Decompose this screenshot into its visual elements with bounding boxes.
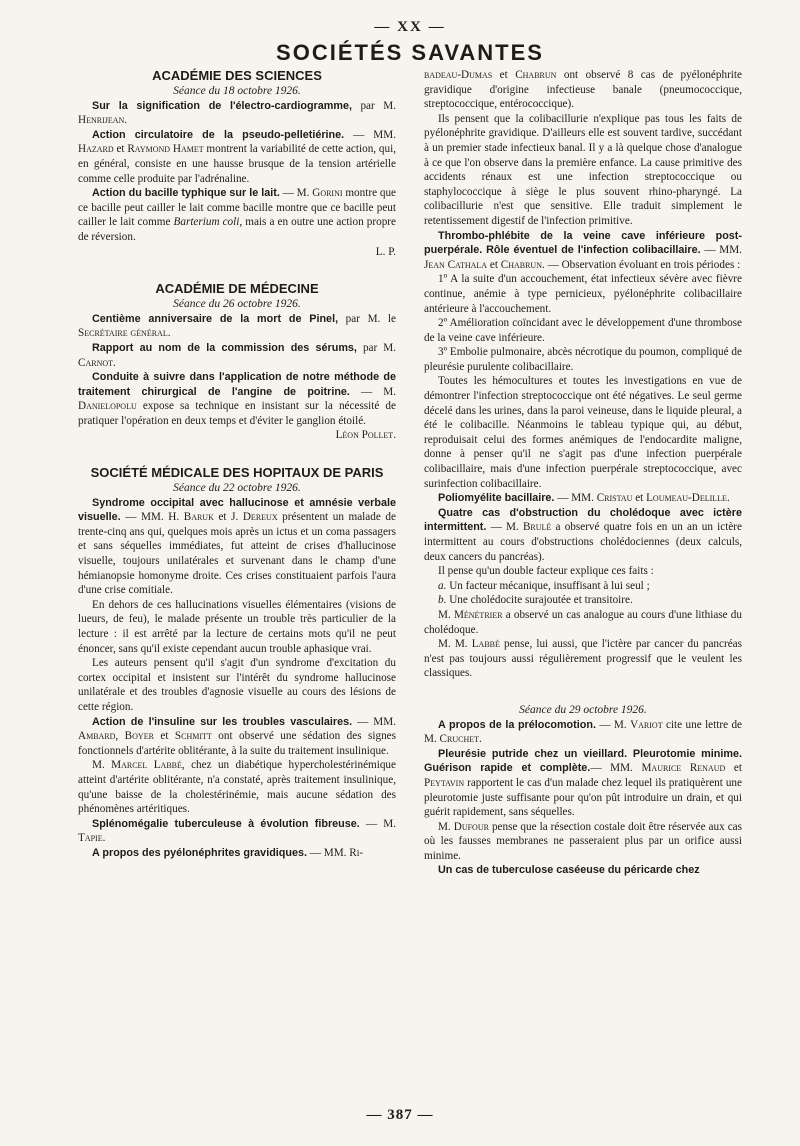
paragraph: Les auteurs pensent qu'il s'agit d'un syndrome d'excitation du cortex occipital et insistent sur l'intérêt du syndrome hallucinose unilatérale et des troubles d'agnosie visuelle au cours des lésions de cette région. [78, 657, 396, 713]
paragraph [424, 506, 742, 564]
item-heading: Centième anniversaire de la mort de Pinel, [92, 312, 339, 325]
text: Une cholédocite surajoutée et transitoire. [446, 594, 633, 607]
text: — MM. [590, 762, 642, 775]
item-heading: A propos de la prélocomotion. [438, 718, 596, 731]
left-column [78, 68, 396, 878]
right-column [424, 68, 742, 878]
text: rapportent le cas d'un malade chez lequel ils pratiquèrent une pleurotomie juste suffisante pour qu'on pût introduire un drain, et qui guérit rapidement, sans séquelles. [424, 776, 742, 819]
text: et [153, 730, 175, 743]
item-heading: Un cas de tuberculose caséeuse du péricarde chez [438, 864, 700, 877]
author-name: badeau-Dumas [424, 69, 493, 81]
paragraph [424, 68, 742, 112]
author-name: Cruchet. [439, 733, 482, 746]
signature: Léon Pollet. [335, 429, 396, 442]
paragraph: 2º Amélioration coïncidant avec le développement d'une thrombose de la veine cave inférieure. [424, 317, 742, 344]
text: — MM. [554, 492, 597, 505]
text: et [213, 511, 232, 524]
paragraph [424, 820, 742, 864]
text: par M. [356, 341, 396, 354]
author-name: Loumeau-Delille. [646, 492, 730, 505]
italic-term: Barterium coli [173, 216, 240, 229]
text: — MM. [306, 846, 350, 859]
text: Un facteur mécanique, insuffisant à lui seul ; [446, 579, 650, 592]
author-name: Tapie. [78, 832, 106, 845]
seance-date: Séance du 18 octobre 1926. [173, 85, 301, 97]
paragraph: 3º Embolie pulmonaire, abcès nécrotique du poumon, compliqué de pleurésie purulente colibacillaire. [424, 346, 742, 373]
text: — M. [359, 817, 396, 830]
paragraph [78, 496, 396, 598]
paragraph [78, 758, 396, 816]
columns [78, 68, 742, 878]
author-name: Chabrun [515, 69, 557, 81]
item-heading: Conduite à suivre dans l'application de notre méthode de traitement chirurgical de l'angine de poitrine. [78, 371, 396, 398]
text: — MM. [352, 715, 397, 728]
author-name: Jean Cathala [424, 258, 488, 271]
author-name: Gorini [312, 187, 343, 200]
text: et [725, 762, 743, 775]
page-title: SOCIÉTÉS SAVANTES [276, 40, 544, 65]
author-name: Maurice Renaud [641, 762, 726, 775]
text: et [632, 492, 647, 505]
paragraph [78, 312, 396, 341]
section-title-societe-medicale: SOCIÉTÉ MÉDICALE DES HOPITAUX DE PARIS [90, 465, 384, 481]
item-heading: Quatre cas d'obstruction du cholédoque avec ictère intermittent. [424, 506, 742, 534]
paragraph [424, 229, 742, 273]
item-heading: Splénomégalie tuberculeuse à évolution fibreuse. [92, 817, 360, 830]
list-marker: a. [438, 579, 447, 592]
paragraph [424, 608, 742, 637]
text: , chez un diabétique hypercholestérinémique atteint d'artérite oblitérante, n'a constaté, après traitement insulinique, qu'une baisse de la cholestérinémie, mais aucune sédation des phénomènes artéritiques. [78, 759, 396, 816]
text: et [492, 69, 516, 81]
text: pense, lui aussi, que l'ictère par cancer du pancréas n'est pas toujours aussi régulièrement progressif que le veulent les classiques. [424, 638, 742, 680]
text: ont observé 8 cas de pyélonéphrite gravidique d'origine infectieuse banale (pneumococcique, streptococcique, entérococcique). [424, 69, 742, 111]
item-heading: Poliomyélite bacillaire. [438, 492, 555, 505]
paragraph [424, 863, 742, 878]
seance-date: Séance du 26 octobre 1926. [173, 298, 301, 311]
item-heading: Action de l'insuline sur les troubles vasculaires. [92, 715, 353, 728]
paragraph [78, 370, 396, 428]
paragraph [424, 747, 742, 820]
text: a observé quatre fois en un an un ictère intermittent au cours d'obstructions cholédociennes (deux calculs, deux cancers du pancréas). [424, 521, 742, 563]
section-title-academie-sciences: ACADÉMIE DES SCIENCES [152, 68, 322, 83]
author-name: Labbé [471, 638, 500, 651]
text: ont observé une sédation des signes fonctionnels d'artérite oblitérante, à la suite du traitement insulinique. [78, 730, 396, 757]
text: M. [92, 759, 112, 772]
text: — Observation évoluant en trois périodes : [544, 258, 741, 271]
author-name: Variot [630, 718, 663, 731]
paragraph [424, 491, 742, 506]
author-name: Raymond Hamet [127, 143, 204, 156]
list-marker: b. [438, 594, 447, 607]
seance-date: Séance du 29 octobre 1926. [519, 703, 647, 716]
text: et [487, 258, 501, 271]
author-name: Secrétaire général. [78, 327, 171, 340]
text: — M. [349, 385, 396, 398]
paragraph [424, 637, 742, 681]
author-name: Hazard [78, 143, 114, 156]
author-name: Danielopolu [78, 400, 137, 413]
text: expose sa technique en insistant sur la nécessité de pratiquer l'opération en deux temps et d'éviter le ganglion étoilé. [78, 400, 396, 427]
paragraph [424, 718, 742, 747]
text: — MM. [344, 128, 396, 141]
text: — MM. [120, 511, 169, 524]
author-name: H. Baruk [168, 511, 214, 524]
author-name: Ménétrier [453, 608, 503, 621]
paragraph [78, 715, 396, 759]
item-heading: Rapport au nom de la commission des sérums, [92, 341, 357, 354]
signature: L. P. [375, 245, 396, 258]
author-name: Brulé [522, 521, 552, 534]
paragraph: Ils pensent que la colibacillurie n'explique pas tous les faits de pyélonéphrite gravidique. D'ailleurs elle est souvent tardive, succédant à un premier stade infectieux banal. Il y a là quelque chose d'analogue à ce que l'on observe dans la première enfance. La cause primitive des accidents rénaux est une infection streptococcique ou staphylococcique à siège le plus souvent rhino-pharyngé. La colibacillurie n'est que sensitive. Elle traduit simplement le retentissement digestif de l'infection primitive. [424, 112, 742, 227]
author-name: J. Dereux [231, 511, 278, 524]
item-heading: Pleurésie putride chez un vieillard. Pleurotomie minime. Guérison rapide et complète. [424, 747, 742, 775]
text: et [113, 143, 128, 156]
text: présentent un malade de trente-cinq ans qui, quelques mois après un ictus et un coma passagers et sans séquelles immédiates, fut atteint de crises d'hallucinose visuelle, toujours unilatérales et survenant dans le champ d'une hémianopsie homonyme droite. Ces crises constituaient parfois l'aura d'une crise comitiale. [78, 511, 396, 597]
paragraph: En dehors de ces hallucinations visuelles élémentaires (visions de lueurs, de feu), le malade présente un trouble très particulier de la lecture : il est arrêté par la lecture de certains mots qu'il ne peut énoncer, sans qu'il existe cependant aucun trouble aphasique vrai. [78, 598, 396, 655]
author-name: Carnot. [78, 356, 116, 369]
text: montre que ce bacille peut cailler le lait comme bacille montre que ce bacille peut cailler le lait comme [78, 187, 397, 229]
author-name: Peytavin [424, 776, 465, 789]
section-title-academie-medecine: ACADÉMIE DE MÉDECINE [155, 281, 319, 297]
text: M. [438, 820, 454, 833]
item-heading: Action du bacille typhique sur le lait. [92, 187, 280, 200]
paragraph [78, 128, 396, 186]
item-heading: Syndrome occipital avec hallucinose et amnésie verbale visuelle. [78, 496, 396, 524]
text: M. [438, 608, 454, 621]
item-heading: Thrombo-phlébite de la veine cave inférieure post-puerpérale. Rôle éventuel de l'infection colibacillaire. [424, 229, 742, 257]
text: — MM. [700, 244, 742, 257]
page-folio-top: — XX — [374, 19, 446, 35]
seance-date: Séance du 22 octobre 1926. [173, 482, 301, 495]
paragraph [78, 846, 396, 861]
author-name: Chabrun. [500, 258, 545, 271]
item-heading: A propos des pyélonéphrites gravidiques. [92, 846, 307, 859]
author-name: Cristau [596, 492, 633, 505]
text: , mais a en outre une action propre de réversion. [78, 216, 396, 243]
list-item [424, 579, 742, 594]
author-name: Marcel Labbé [111, 759, 182, 772]
text: — M. [486, 521, 523, 534]
paragraph [78, 817, 396, 846]
text: — M. [279, 187, 313, 200]
paragraph: Toutes les hémocultures et toutes les investigations en vue de démontrer l'infection streptococcique ont été négatives. Le seul germe décelé dans les urines, dans la paroi veineuse, dans le liquide pleural, a été le colibacille. Néanmoins le tableau typique qui, au début, reproduisait celui des formes anémiques de l'endocardite maligne, donne à penser qu'il ne s'agit pas d'une infection puerpérale colibacillaire, mais d'une infection puerpérale streptococcique, avec surinfection colibacillaire. [424, 375, 742, 490]
text: cite une lettre de M. [424, 718, 742, 746]
paragraph [78, 341, 396, 370]
item-heading: Sur la signification de l'électro-cardiogramme, [92, 99, 352, 112]
author-name: Dufour [453, 820, 489, 833]
paragraph [78, 186, 396, 244]
text: — M. [595, 718, 631, 731]
text: pense que la résection costale doit être réservée aux cas où les fausses membranes ne passeraient plus par un orifice aussi minime. [424, 820, 742, 862]
text: par M. le [338, 312, 396, 325]
text: a observé un cas analogue au cours d'une lithiase du cholédoque. [424, 608, 742, 636]
list-item [424, 593, 742, 608]
author-name: Henrijean. [78, 114, 128, 127]
paragraph: 1º A la suite d'un accouchement, état infectieux sévère avec fièvre continue, anémie à type pernicieux, pyélonéphrite colibacillaire antérieure à l'accouchement. [424, 273, 742, 315]
author-name: Ri- [349, 846, 364, 859]
text: M. M. [438, 638, 472, 651]
paragraph [78, 99, 396, 128]
text: montrent la variabilité de cette action, qui, en général, consiste en une hausse brusque de la tension artérielle comme celle produite par l'adrénaline. [78, 143, 396, 185]
page-number: — 387 — [366, 1107, 434, 1123]
paragraph: Il pense qu'un double facteur explique ces faits : [438, 565, 654, 578]
item-heading: Action circulatoire de la pseudo-pelletiérine. [92, 128, 345, 141]
author-name: Schmitt [174, 730, 212, 743]
author-name: Ambard, Boyer [78, 730, 154, 743]
text: par M. [351, 99, 396, 112]
